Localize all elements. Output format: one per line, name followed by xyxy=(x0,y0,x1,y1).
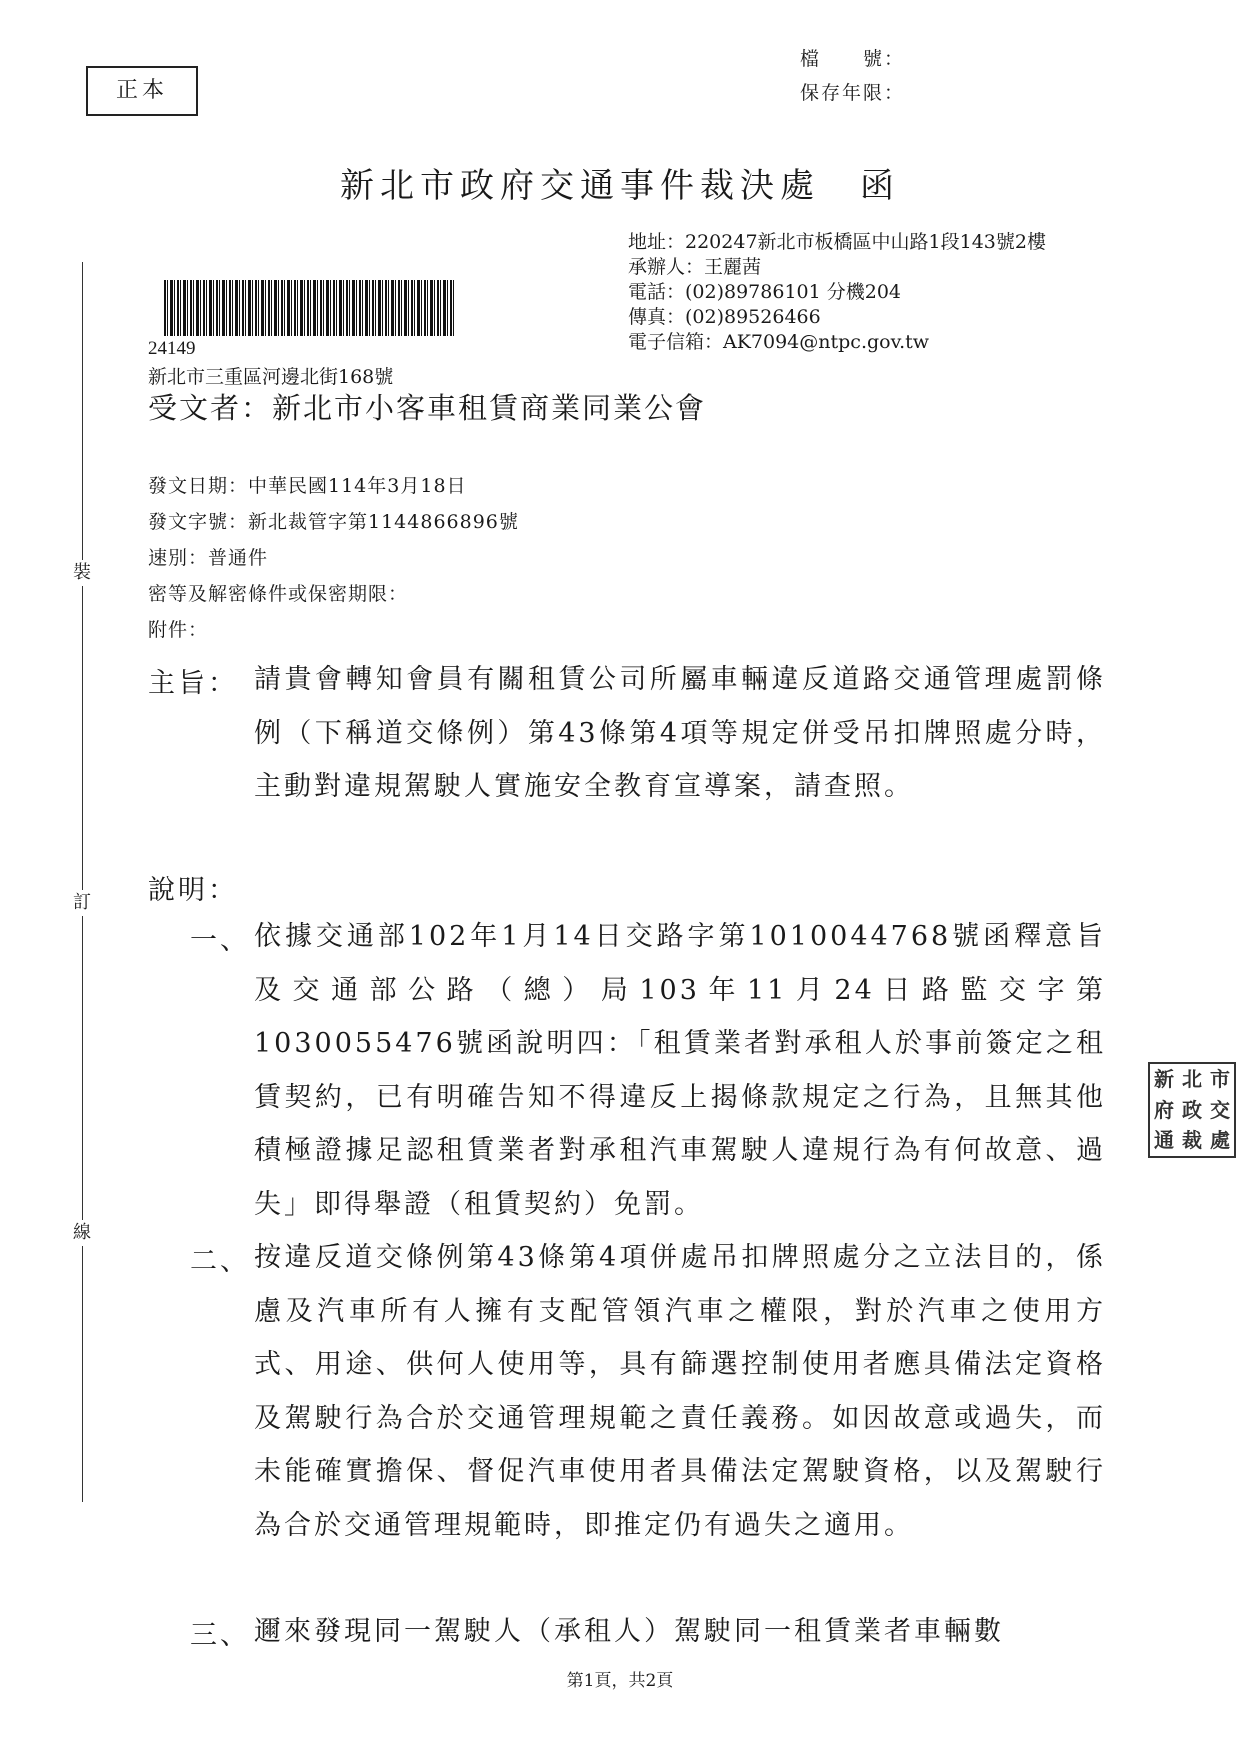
binding-mark-ding: 訂 xyxy=(66,890,98,916)
subject-text: 請貴會轉知會員有關租賃公司所屬車輛違反道路交通管理處罰條例（下稱道交條例）第43條第4項等規定併受吊扣牌照處分時，主動對違規駕駛人實施安全教育宣導案，請查照。 xyxy=(254,664,1106,802)
attachments: 附件： xyxy=(148,619,209,641)
contact-fax: 傳真：(02)89526466 xyxy=(628,306,821,328)
recipient-address: 新北市三重區河邊北街168號 xyxy=(148,366,394,388)
file-number: 檔 號： xyxy=(800,48,906,70)
item-2-text: 按違反道交條例第43條第4項併處吊扣牌照處分之立法目的，係慮及汽車所有人擁有支配管領汽車之權限，對於汽車之使用方式、用途、供何人使用等，具有篩選控制使用者應具備法定資格及駕駛行為合於交通管理規範之責任義務。如因故意或過失，而未能確實擔保、督促汽車使用者具備法定駕駛資格，以及駕駛行為合於交通管理規範時，即推定仍有過失之適用。 xyxy=(254,1242,1106,1541)
seal-char: 北 xyxy=(1182,1067,1202,1091)
seal-char: 處 xyxy=(1210,1128,1230,1153)
seal-char: 新 xyxy=(1154,1067,1174,1091)
item-3-text: 邇來發現同一駕駛人（承租人）駕駛同一租賃業者車輛數 xyxy=(254,1616,1004,1647)
document-title: 新北市政府交通事件裁決處 函 xyxy=(340,166,900,206)
document-number: 發文字號：新北裁管字第1144866896號 xyxy=(148,511,519,533)
contact-email: 電子信箱：AK7094@ntpc.gov.tw xyxy=(628,331,930,353)
retention-period: 保存年限： xyxy=(800,82,906,104)
seal-char: 交 xyxy=(1210,1097,1230,1122)
seal-char: 政 xyxy=(1182,1097,1202,1122)
page-number: 第1頁，共2頁 xyxy=(566,1671,674,1691)
item-1-text: 依據交通部102年1月14日交路字第1010044768號函釋意旨及交通部公路（總）局103年11月24日路監交字第1030055476號函說明四：「租賃業者對承租人於事前簽定之租賃契約，已有明確告知不得違反上揭條款規定之行為，且無其他積極證據足認租賃業者對承租汽車駕駛人違規行為有何故意、過失」即得舉證（租賃契約）免罰。 xyxy=(254,921,1106,1220)
seal-char: 通 xyxy=(1154,1128,1174,1153)
official-seal xyxy=(1148,1062,1236,1158)
seal-char: 市 xyxy=(1210,1067,1230,1091)
contact-block xyxy=(628,230,1046,355)
item-2-number: 二、 xyxy=(190,1246,250,1277)
document-meta xyxy=(148,468,519,648)
issue-date: 發文日期：中華民國114年3月18日 xyxy=(148,475,467,497)
contact-handler: 承辦人：王麗茜 xyxy=(628,256,762,278)
seal-char: 府 xyxy=(1154,1097,1174,1122)
contact-phone: 電話：(02)89786101 分機204 xyxy=(628,281,902,303)
binding-line xyxy=(82,262,83,1502)
delivery-speed: 速別：普通件 xyxy=(148,547,269,569)
item-1-number: 一、 xyxy=(190,925,250,956)
subject-label: 主旨： xyxy=(148,668,238,699)
secrecy-level: 密等及解密條件或保密期限： xyxy=(148,583,409,605)
barcode xyxy=(164,280,454,336)
recipient: 受文者：新北市小客車租賃商業同業公會 xyxy=(148,391,707,425)
original-copy-stamp: 正本 xyxy=(86,66,198,116)
postal-code: 24149 xyxy=(148,338,196,359)
seal-char: 裁 xyxy=(1182,1128,1202,1153)
binding-mark-xian: 線 xyxy=(66,1220,98,1246)
contact-address: 地址：220247新北市板橋區中山路1段143號2樓 xyxy=(628,231,1046,253)
item-3-number: 三、 xyxy=(190,1620,250,1651)
explanation-label: 說明： xyxy=(148,875,238,906)
binding-mark-zhuang: 裝 xyxy=(66,560,98,586)
